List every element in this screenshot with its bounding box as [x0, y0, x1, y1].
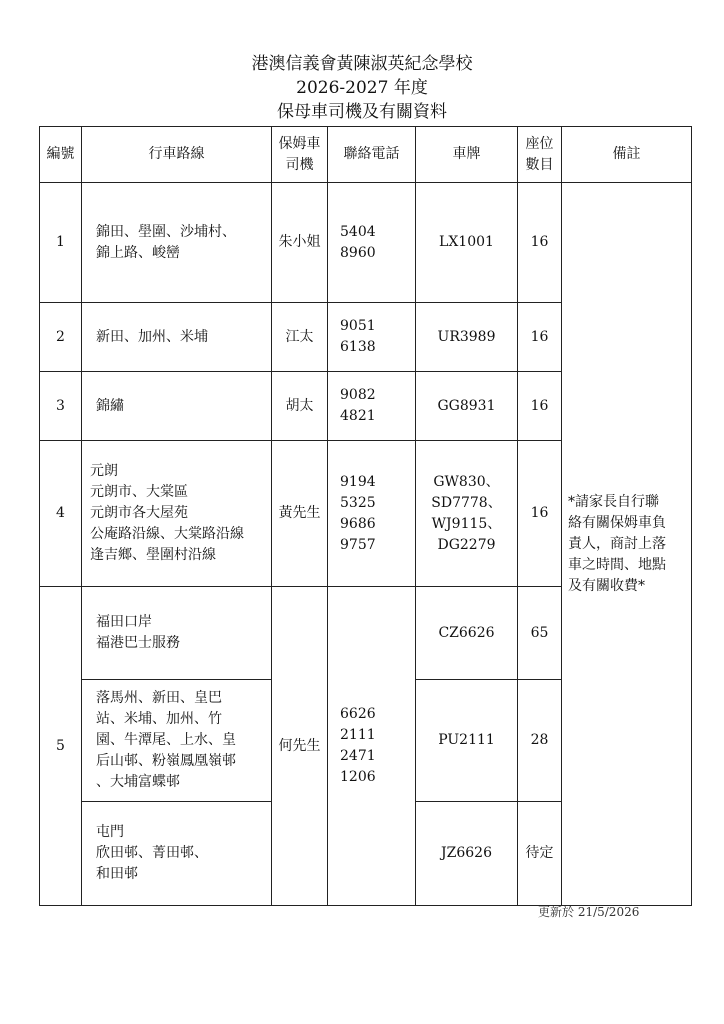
row-no: 2 [40, 303, 82, 372]
remark-line: 責人，商討上落 [568, 535, 666, 552]
phone-number: 9082 4821 [340, 387, 376, 424]
plate-number: SD7778、 [431, 494, 502, 511]
col-header-no: 編號 [40, 127, 82, 183]
row-driver: 胡太 [272, 372, 328, 441]
phone-number: 9194 5325 [340, 473, 376, 511]
route-line: 錦田、壆圍、沙埔村、 [96, 223, 236, 240]
row-route [82, 183, 272, 303]
row-phone [328, 303, 416, 372]
route-line: 園、牛潭尾、上水、皇 [96, 732, 236, 748]
remark-line: 絡有關保姆車負 [568, 514, 666, 531]
row-seats: 待定 [518, 802, 562, 906]
row-route [82, 680, 272, 802]
row-route [82, 441, 272, 587]
school-name: 港澳信義會黃陳淑英紀念學校 [251, 54, 473, 74]
remark-line: 車之時間、地點 [568, 556, 666, 573]
route-line: 錦上路、峻巒 [96, 244, 180, 261]
route-line: 公庵路沿線、大棠路沿線 [90, 526, 244, 542]
row-seats: 16 [518, 441, 562, 587]
row-driver: 朱小姐 [272, 183, 328, 303]
plate-number: UR3989 [437, 328, 496, 345]
route-line: 、大埔富蝶邨 [96, 774, 180, 790]
row-seats: 28 [518, 680, 562, 802]
row-driver: 何先生 [272, 587, 328, 906]
row-seats: 16 [518, 183, 562, 303]
row-phone [328, 372, 416, 441]
route-line: 落馬州、新田、皇巴 [96, 690, 222, 706]
phone-number: 2471 1206 [340, 748, 376, 785]
route-line: 福田口岸 [96, 614, 152, 630]
col-header-seats [518, 127, 562, 183]
row-seats: 16 [518, 303, 562, 372]
plate-number: PU2111 [438, 732, 495, 748]
row-no: 3 [40, 372, 82, 441]
bus-driver-table [39, 126, 692, 906]
col-header-plate: 車牌 [416, 127, 518, 183]
col-header-seats-line2: 數目 [525, 156, 554, 173]
row-route [82, 802, 272, 906]
col-header-driver-line1: 保姆車 [278, 135, 321, 152]
row-plate [416, 441, 518, 587]
phone-number: 9686 9757 [340, 515, 376, 553]
row-seats: 16 [518, 372, 562, 441]
col-header-remarks: 備註 [562, 127, 692, 183]
route-line: 元朗 [90, 463, 118, 479]
route-line: 逢吉鄉、壆圍村沿線 [90, 547, 216, 563]
col-header-seats-line1: 座位 [525, 135, 554, 152]
row-route [82, 303, 272, 372]
row-plate [416, 372, 518, 441]
route-line: 元朗市各大屋苑 [90, 505, 188, 521]
row-no: 4 [40, 441, 82, 587]
school-year: 2026-2027 年度 [296, 78, 428, 98]
plate-number: GG8931 [437, 397, 496, 414]
remark-line: *請家長自行聯 [568, 493, 659, 510]
route-line: 和田邨 [96, 866, 138, 882]
row-phone [328, 441, 416, 587]
row-plate [416, 303, 518, 372]
updated-date: 更新於 21/5/2026 [538, 905, 640, 919]
route-line: 新田、加州、米埔 [96, 328, 208, 345]
row-route [82, 587, 272, 680]
plate-number: LX1001 [439, 234, 494, 250]
col-header-phone: 聯絡電話 [328, 127, 416, 183]
row-no: 1 [40, 183, 82, 303]
route-line: 福港巴士服務 [96, 635, 180, 651]
route-line: 錦繡 [96, 397, 124, 414]
col-header-route: 行車路線 [82, 127, 272, 183]
route-line: 后山邨、粉嶺鳳凰嶺邨 [96, 753, 236, 769]
row-seats: 65 [518, 587, 562, 680]
col-header-driver [272, 127, 328, 183]
row-plate [416, 183, 518, 303]
document-subtitle: 保母車司機及有關資料 [277, 102, 447, 122]
row-plate [416, 802, 518, 906]
remarks-cell [562, 183, 692, 906]
plate-number: GW830、 [433, 473, 500, 490]
row-route [82, 372, 272, 441]
row-no: 5 [40, 587, 82, 906]
row-phone [328, 587, 416, 906]
route-line: 屯門 [96, 824, 124, 840]
row-driver: 江太 [272, 303, 328, 372]
col-header-driver-line2: 司機 [285, 156, 314, 173]
phone-number: 5404 8960 [340, 223, 376, 261]
remark-line: 及有關收費* [568, 577, 645, 594]
phone-number: 9051 6138 [340, 318, 376, 355]
row-plate [416, 680, 518, 802]
plate-number: CZ6626 [438, 624, 495, 641]
phone-number: 6626 2111 [340, 706, 376, 743]
route-line: 元朗市、大棠區 [90, 484, 188, 500]
row-driver: 黃先生 [272, 441, 328, 587]
plate-number: WJ9115、 [431, 515, 502, 532]
header-row [40, 127, 692, 183]
route-line: 站、米埔、加州、竹 [96, 711, 222, 727]
row-phone [328, 183, 416, 303]
row-plate [416, 587, 518, 680]
plate-number: DG2279 [437, 536, 496, 553]
route-line: 欣田邨、菁田邨、 [96, 845, 208, 861]
table-row [40, 183, 692, 303]
plate-number: JZ6626 [441, 845, 492, 861]
